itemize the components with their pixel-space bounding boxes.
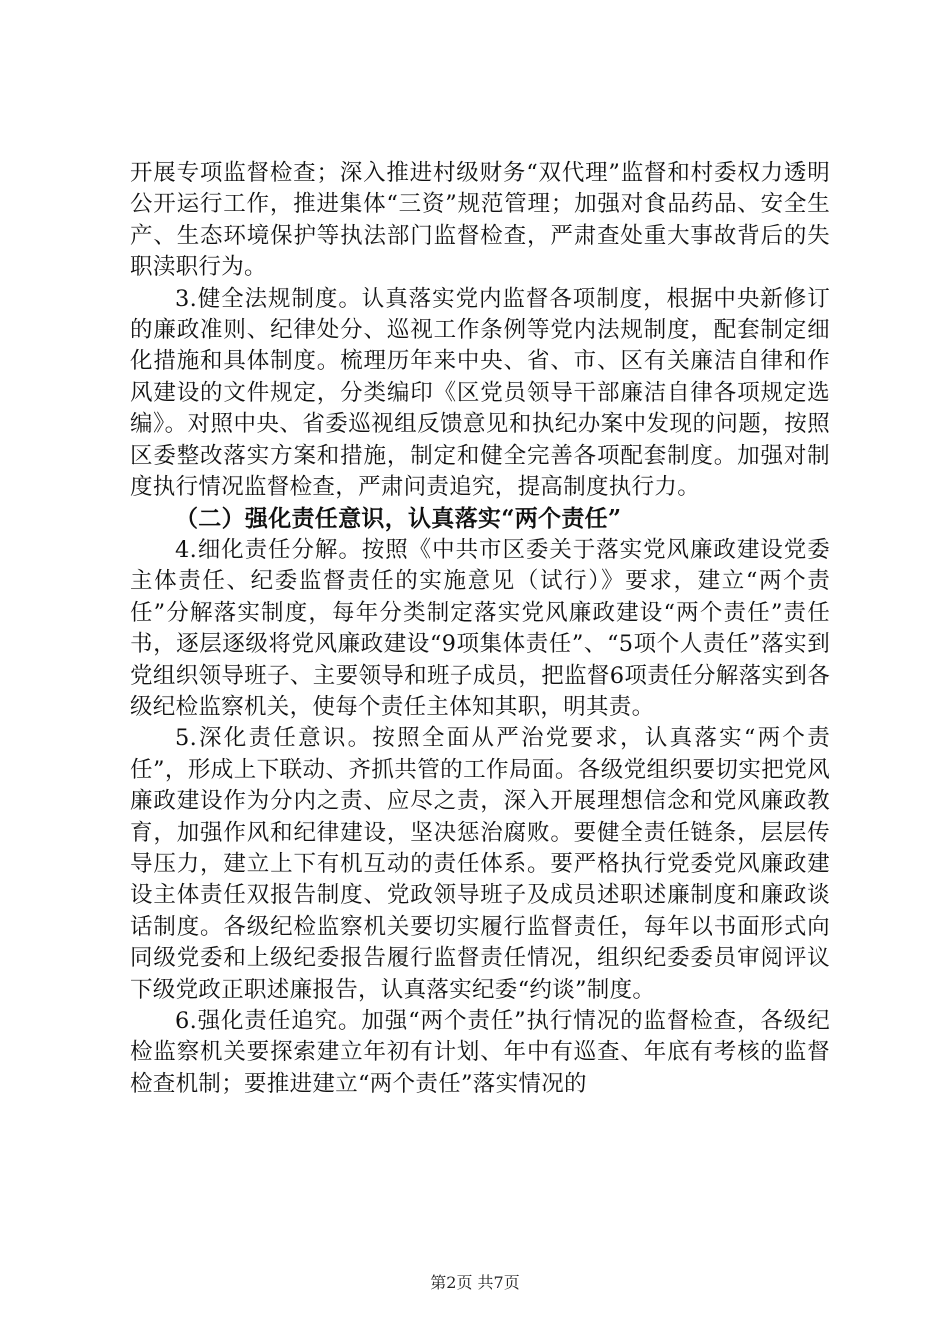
paragraph-item-4: 4.细化责任分解。按照《中共市区委关于落实党风廉政建设党委主体责任、纪委监督责任的实施意见（试行）》要求，建立“两个责任”分解落实制度，每年分类制定落实党风廉政建设“两个责任”责任书，逐层逐级将党风廉政建设“9项集体责任”、“5项个人责任”落实到党组织领导班子、主要领导和班子成员，把监督6项责任分解落实到各级纪检监察机关，使每个责任主体知其职，明其责。 bbox=[130, 536, 830, 720]
page-footer: 第2页 共7页 bbox=[430, 1273, 520, 1292]
section-heading: （二）强化责任意识，认真落实“两个责任” bbox=[175, 505, 622, 533]
paragraph-item-5: 5.深化责任意识。按照全面从严治党要求，认真落实“两个责任”，形成上下联动、齐抓共管的工作局面。各级党组织要切实把党风廉政建设作为分内之责、应尽之责，深入开展理想信念和党风廉政教育，加强作风和纪律建设，坚决惩治腐败。要健全责任链条，层层传导压力，建立上下有机互动的责任体系。要严格执行党委党风廉政建设主体责任双报告制度、党政领导班子及成员述职述廉制度和廉政谈话制度。各级纪检监察机关要切实履行监督责任，每年以书面形式向同级党委和上级纪委报告履行监督责任情况，组织纪委委员审阅评议下级党政正职述廉报告，认真落实纪委“约谈”制度。 bbox=[130, 725, 830, 1003]
paragraph-continuation: 开展专项监督检查；深入推进村级财务“双代理”监督和村委权力透明公开运行工作，推进集体“三资”规范管理；加强对食品药品、安全生产、生态环境保护等执法部门监督检查，严肃查处重大事故背后的失职渎职行为。 bbox=[130, 160, 830, 281]
document-body bbox=[130, 158, 830, 1100]
paragraph-item-3: 3.健全法规制度。认真落实党内监督各项制度，根据中央新修订的廉政准则、纪律处分、巡视工作条例等党内法规制度，配套制定细化措施和具体制度。梳理历年来中央、省、市、区有关廉洁自律和作风建设的文件规定，分类编印《区党员领导干部廉洁自律各项规定选编》。对照中央、省委巡视组反馈意见和执纪办案中发现的问题，按照区委整改落实方案和措施，制定和健全完善各项配套制度。加强对制度执行情况监督检查，严肃问责追究，提高制度执行力。 bbox=[130, 285, 830, 501]
paragraph-item-6: 6.强化责任追究。加强“两个责任”执行情况的监督检查，各级纪检监察机关要探索建立年初有计划、年中有巡查、年底有考核的监督检查机制；要推进建立“两个责任”落实情况的 bbox=[130, 1007, 830, 1097]
